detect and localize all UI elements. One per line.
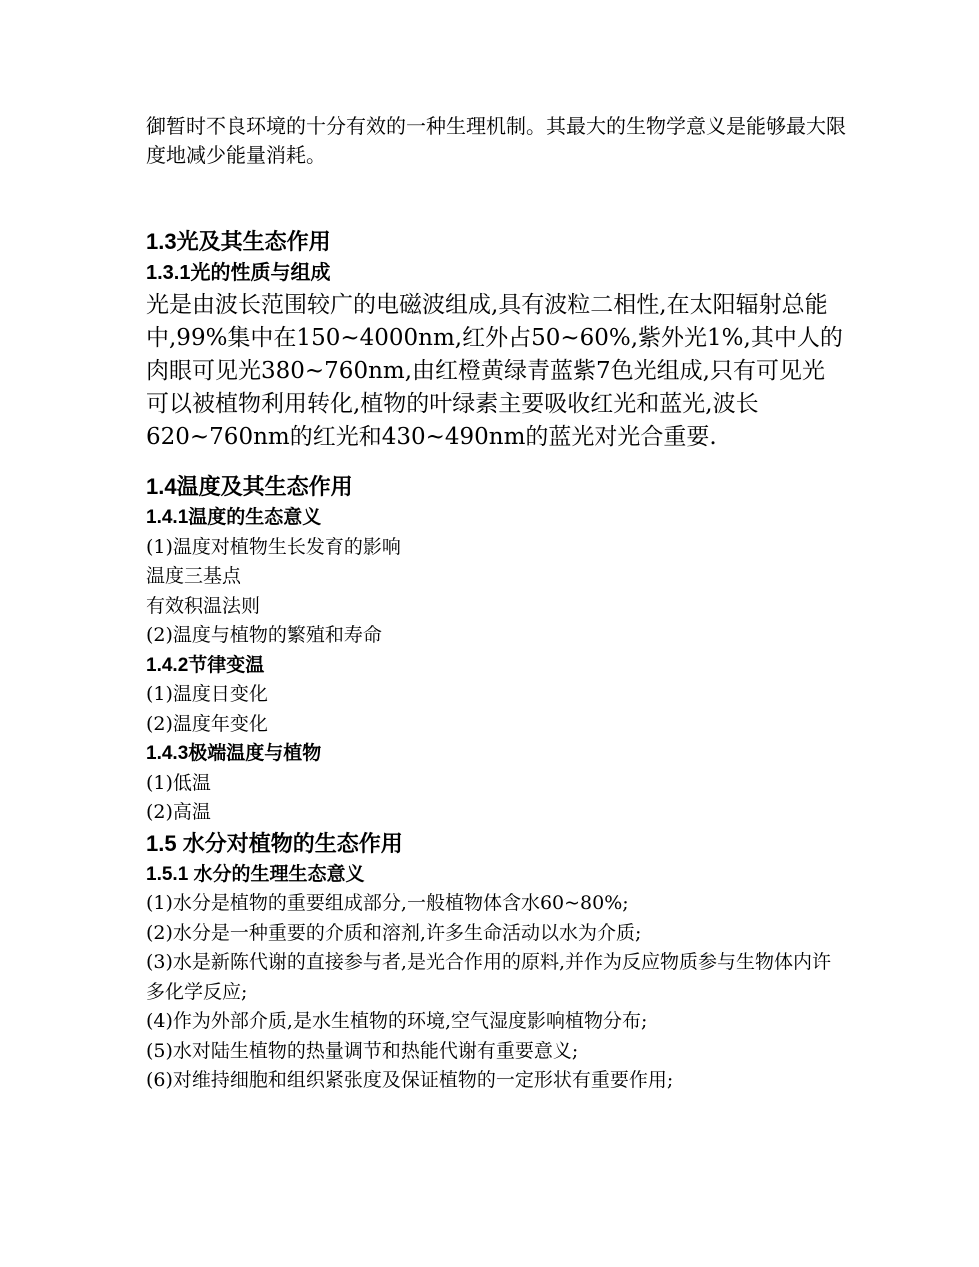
- spacer: [146, 170, 846, 225]
- section-1-5-1-heading: 1.5.1 水分的生理生态意义: [146, 863, 365, 885]
- section-1-4-1-heading: 1.4.1温度的生态意义: [146, 507, 322, 528]
- light-properties-paragraph: 光是由波长范围较广的电磁波组成,具有波粒二相性,在太阳辐射总能中,99%集中在150~4000nm,红外占50~60%,紫外光1%,其中人的肉眼可见光380~760nm,由红橙黄绿青蓝紫7色光组成,只有可见光可以被植物利用转化,植物的叶绿素主要吸收红光和蓝光,波长620~760nm的红光和430~490nm的蓝光对光合重要.: [146, 292, 843, 450]
- list-item: (4)作为外部介质,是水生植物的环境,空气湿度影响植物分布;: [146, 1010, 648, 1032]
- section-1-5-heading: 1.5 水分对植物的生态作用: [146, 830, 403, 856]
- list-item: (3)水是新陈代谢的直接参与者,是光合作用的原料,并作为反应物质参与生物体内许多化学反应;: [146, 951, 831, 1003]
- list-item: (2)高温: [146, 801, 211, 823]
- section-1-4-3-heading: 1.4.3极端温度与植物: [146, 743, 322, 764]
- section-1-4-heading: 1.4温度及其生态作用: [146, 474, 353, 499]
- document-page: [146, 112, 846, 1096]
- intro-paragraph: 御暂时不良环境的十分有效的一种生理机制。其最大的生物学意义是能够最大限度地减少能量消耗。: [146, 114, 846, 167]
- list-item: (1)温度对植物生长发育的影响: [146, 535, 401, 558]
- list-item: (5)水对陆生植物的热量调节和热能代谢有重要意义;: [146, 1039, 579, 1062]
- section-1-3-heading: 1.3光及其生态作用: [146, 229, 331, 254]
- section-1-4-2-heading: 1.4.2节律变温: [146, 654, 265, 676]
- section-1-3-1-heading: 1.3.1光的性质与组成: [146, 262, 331, 284]
- list-item: 温度三基点: [146, 565, 242, 587]
- list-item: (2)温度年变化: [146, 712, 268, 735]
- list-item: (6)对维持细胞和组织紧张度及保证植物的一定形状有重要作用;: [146, 1069, 674, 1091]
- list-item: (2)温度与植物的繁殖和寿命: [146, 624, 382, 646]
- list-item: (1)温度日变化: [146, 683, 268, 705]
- list-item: (1)低温: [146, 771, 211, 794]
- spacer: [146, 454, 846, 470]
- list-item: (2)水分是一种重要的介质和溶剂,许多生命活动以水为介质;: [146, 921, 642, 944]
- list-item: (1)水分是植物的重要组成部分,一般植物体含水60~80%;: [146, 892, 629, 914]
- list-item: 有效积温法则: [146, 594, 261, 617]
